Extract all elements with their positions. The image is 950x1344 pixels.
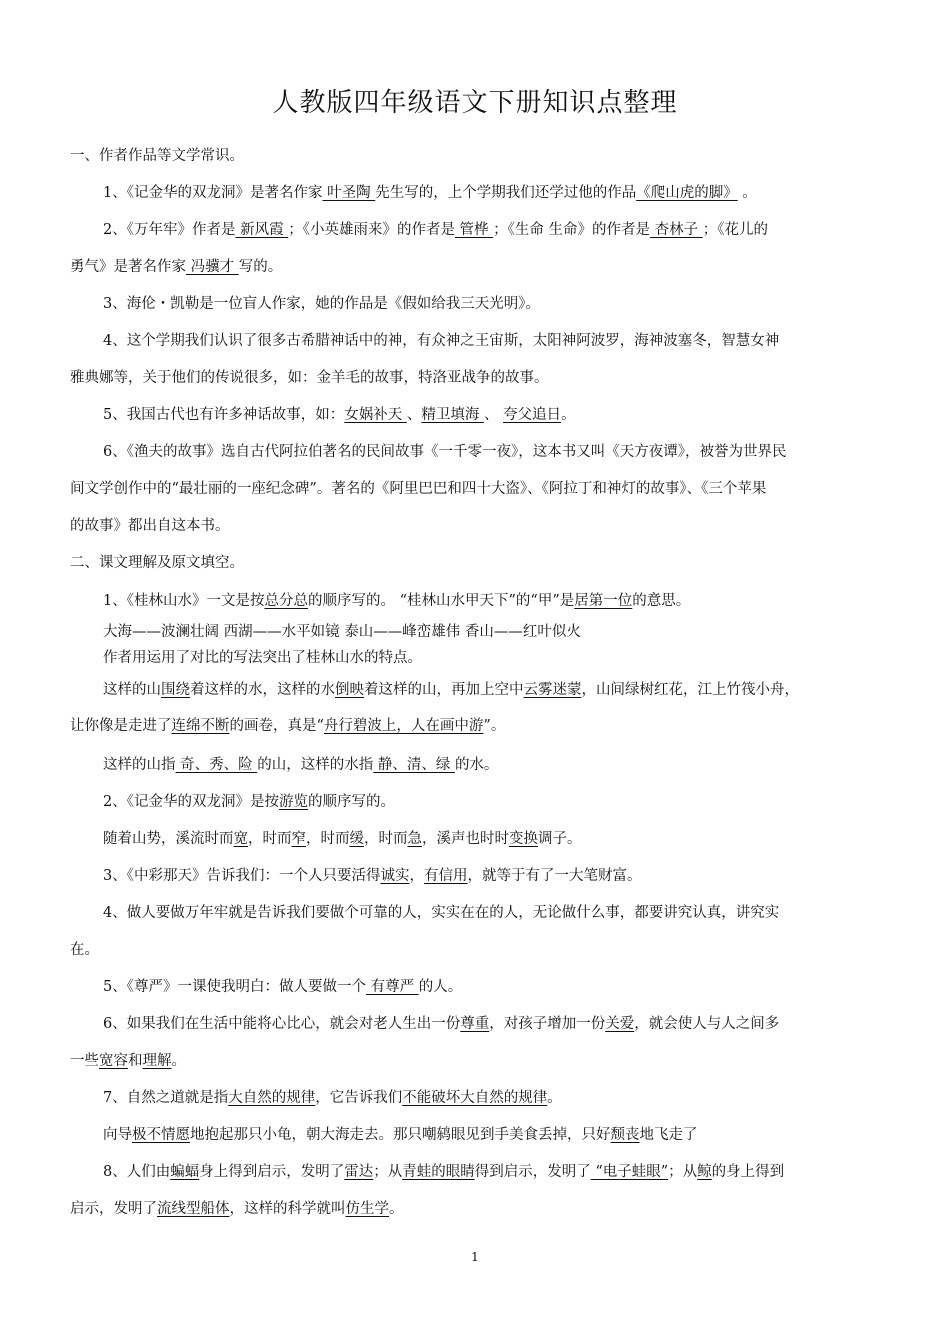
paragraph: 6、《渔夫的故事》选自古代阿拉伯著名的民间故事《一千零一夜》，这本书又叫《天方夜谭》，被誉为世界民	[103, 444, 787, 460]
paragraph: 的故事》都出自这本书。	[70, 518, 230, 534]
section-heading-1: 一、作者作品等文学常识。	[70, 148, 244, 164]
paragraph: 大海——波澜壮阔 西湖——水平如镜 泰山——峰峦雄伟 香山——红叶似火	[103, 624, 581, 640]
paragraph: 4、这个学期我们认识了很多古希腊神话中的神，有众神之王宙斯，太阳神阿波罗，海神波塞冬，智慧女神	[103, 333, 780, 349]
paragraph: 在。	[70, 942, 99, 958]
paragraph: 1、《记金华的双龙洞》是著名作家 叶圣陶 先生写的，上个学期我们还学过他的作品《爬山虎的脚》 。	[103, 185, 757, 201]
paragraph: 一些宽容和理解。	[70, 1053, 186, 1069]
paragraph: 2、《万年牢》作者是 新风霞 ；《小英雄雨来》的作者是 管桦 ；《生命 生命》的作者是 杏林子 ；《花儿的	[103, 222, 768, 238]
paragraph: 7、自然之道就是指大自然的规律，它告诉我们不能破坏大自然的规律。	[103, 1090, 562, 1106]
paragraph: 8、人们由蝙蝠身上得到启示，发明了雷达；从青蛙的眼睛得到启示，发明了 “电子蛙眼”；从鲸的身上得到	[103, 1164, 785, 1180]
paragraph: 勇气》是著名作家 冯骥才 写的。	[70, 259, 283, 275]
page-title: 人教版四年级语文下册知识点整理	[272, 88, 678, 118]
paragraph: 3、《中彩那天》告诉我们：一个人只要活得诚实，有信用，就等于有了一大笔财富。	[103, 868, 642, 884]
paragraph: 雅典娜等，关于他们的传说很多，如：金羊毛的故事，特洛亚战争的故事。	[70, 370, 549, 386]
paragraph: 4、做人要做万年牢就是告诉我们要做个可靠的人，实实在在的人，无论做什么事，都要讲究认真，讲究实	[103, 905, 780, 921]
paragraph: 向导极不情愿地抱起那只小龟，朝大海走去。那只嘲鸫眼见到手美食丢掉，只好颓丧地飞走了	[103, 1127, 698, 1143]
paragraph: 随着山势，溪流时而宽，时而窄，时而缓，时而急，溪声也时时变换调子。	[103, 831, 582, 847]
paragraph: 作者用运用了对比的写法突出了桂林山水的特点。	[103, 650, 422, 666]
page-number: 1	[471, 1250, 479, 1264]
paragraph: 这样的山指 奇、秀、险 的山，这样的水指 静、清、绿 的水。	[103, 757, 499, 773]
paragraph: 1、《桂林山水》一文是按总分总的顺序写的。 “桂林山水甲天下”的“甲”是居第一位的意思。	[103, 593, 691, 609]
section-heading-2: 二、课文理解及原文填空。	[70, 555, 244, 571]
paragraph: 5、我国古代也有许多神话故事，如：女娲补天 、精卫填海 、 夸父追日。	[103, 407, 576, 423]
paragraph: 3、海伦・凯勒是一位盲人作家，她的作品是《假如给我三天光明》。	[103, 296, 540, 312]
paragraph: 让你像是走进了连绵不断的画卷，真是“舟行碧波上，人在画中游”。	[70, 718, 506, 734]
paragraph: 5、《尊严》一课使我明白：做人要做一个 有尊严 的人。	[103, 979, 463, 995]
paragraph: 启示，发明了流线型船体，这样的科学就叫仿生学。	[70, 1201, 404, 1217]
paragraph: 这样的山围绕着这样的水，这样的水倒映着这样的山，再加上空中云雾迷蒙，山间绿树红花，江上竹筏小舟，	[103, 682, 799, 698]
paragraph: 2、《记金华的双龙洞》是按游览的顺序写的。	[103, 794, 395, 810]
paragraph: 间文学创作中的“最壮丽的一座纪念碑”。著名的《阿里巴巴和四十大盗》、《阿拉丁和神灯的故事》、《三个苹果	[70, 481, 767, 497]
paragraph: 6、如果我们在生活中能将心比心，就会对老人生出一份尊重，对孩子增加一份关爱，就会使人与人之间多	[103, 1016, 780, 1032]
